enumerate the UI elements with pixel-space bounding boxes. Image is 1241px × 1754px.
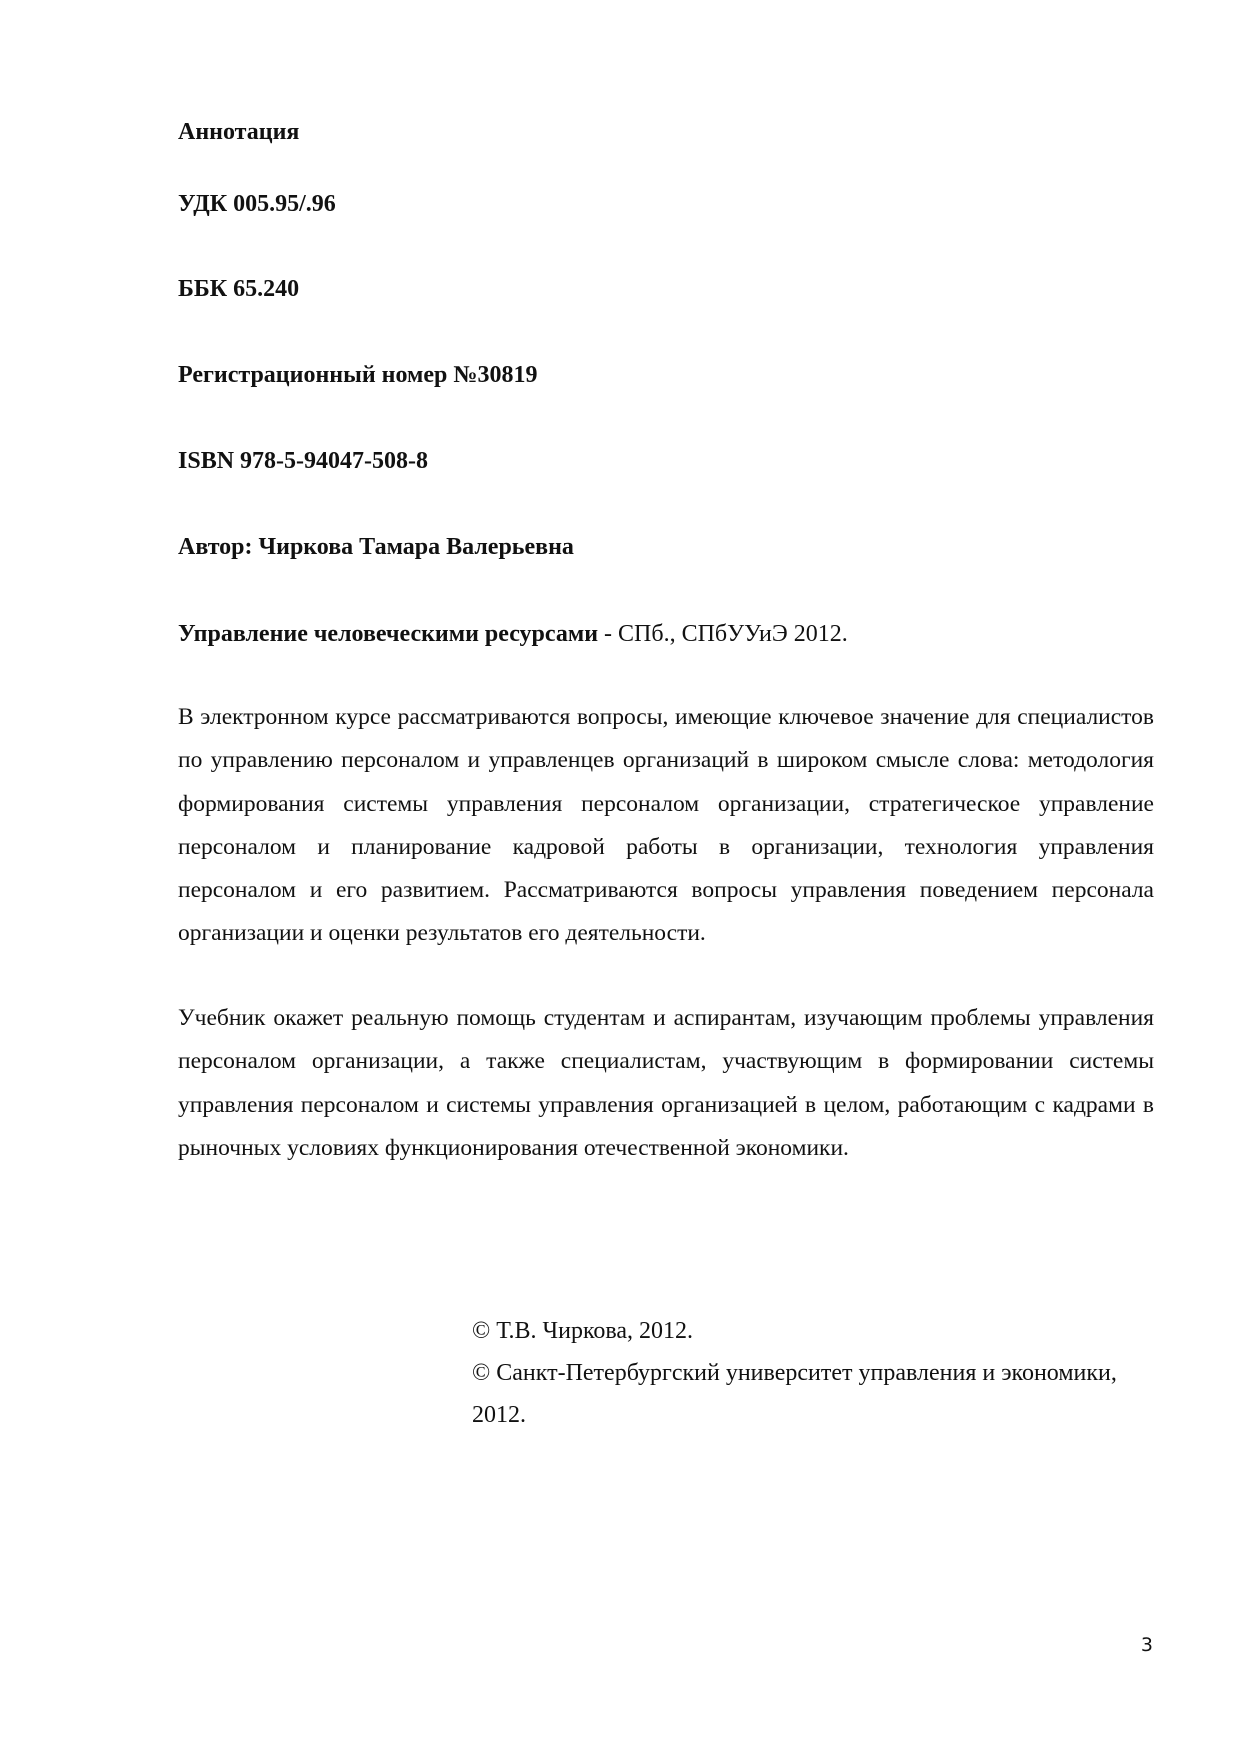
copyright-year: 2012. (472, 1402, 526, 1428)
book-publication: - СПб., СПбУУиЭ 2012. (598, 621, 848, 647)
annotation-heading: Аннотация (178, 119, 300, 145)
author-line: Автор: Чиркова Тамара Валерьевна (178, 534, 574, 560)
bbk-code: ББК 65.240 (178, 276, 300, 302)
copyright-university: © Санкт-Петербургский университет управления и экономики, (472, 1360, 1117, 1386)
page-number: 3 (1140, 1634, 1153, 1656)
book-citation (178, 620, 848, 648)
copyright-block (472, 1310, 1162, 1436)
udk-code: УДК 005.95/.96 (178, 191, 336, 217)
annotation-paragraph-2: Учебник окажет реальную помощь студентам и аспирантам, изучающим проблемы управления персоналом организации, а также специалистам, участвующим в формировании системы управления персоналом и системы управления организацией в целом, работающим с кадрами в рыночных условиях функционирования отечественной экономики. (178, 1005, 1154, 1161)
registration-number: Регистрационный номер №30819 (178, 362, 538, 388)
book-title: Управление человеческими ресурсами (178, 621, 599, 647)
copyright-author: © Т.В. Чиркова, 2012. (472, 1318, 694, 1344)
isbn: ISBN 978-5-94047-508-8 (178, 448, 428, 474)
annotation-paragraph-1: В электронном курсе рассматриваются вопросы, имеющие ключевое значение для специалистов по управлению персоналом и управленцев организаций в широком смысле слова: методология формирования системы управления персоналом организации, стратегическое управление персоналом и планирование кадровой работы в организации, технология управления персоналом и его развитием. Рассматриваются вопросы управления поведением персонала организации и оценки результатов его деятельности. (178, 704, 1154, 947)
